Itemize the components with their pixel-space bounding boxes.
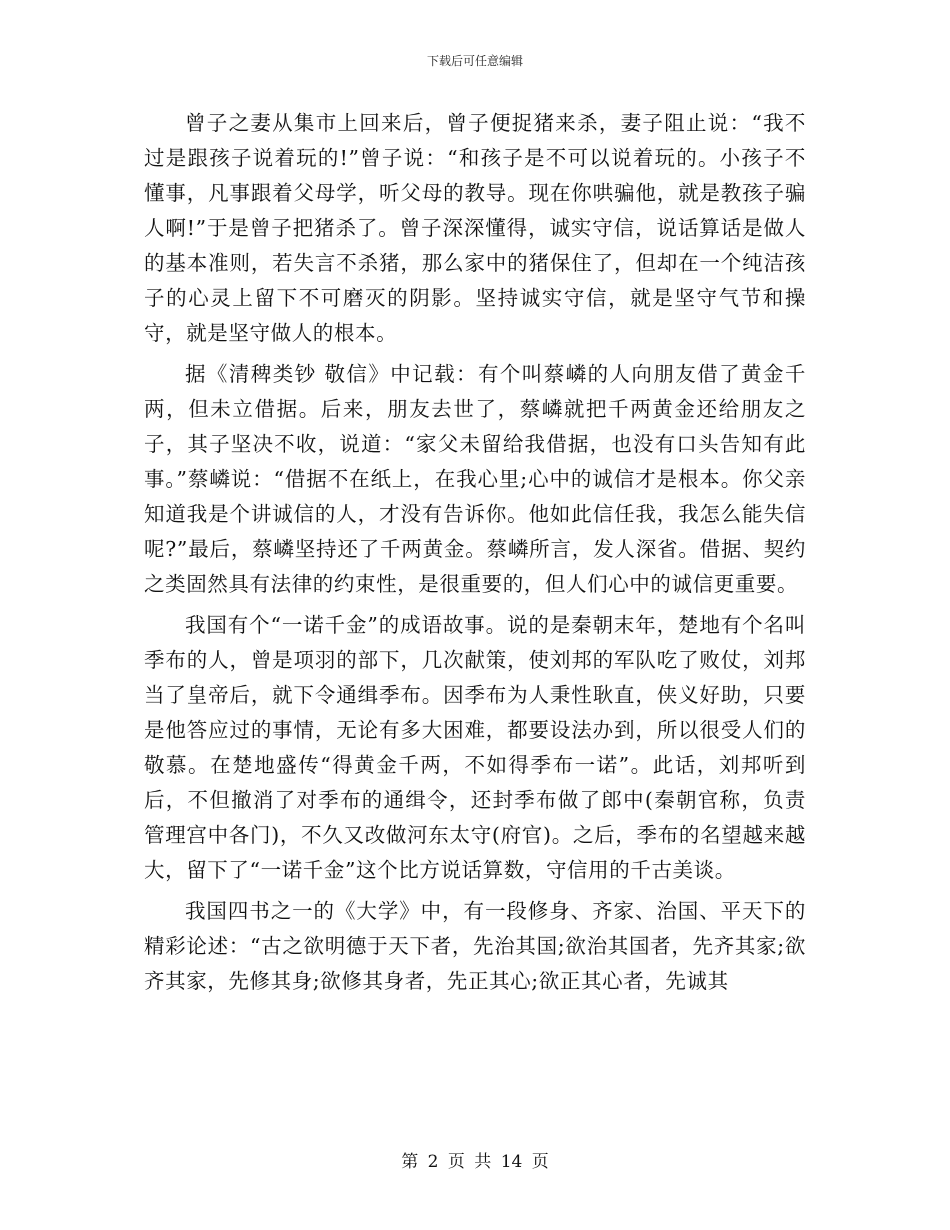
paragraph-zengzi: 曾子之妻从集市上回来后，曾子便捉猪来杀，妻子阻止说：“我不过是跟孩子说着玩的!”曾子说：“和孩子是不可以说着玩的。小孩子不懂事，凡事跟着父母学，听父母的教导。现在你哄骗他，就是教孩子骗人啊!”于是曾子把猪杀了。曾子深深懂得，诚实守信，说话算话是做人的基本准则，若失言不杀猪，那么家中的猪保住了，但却在一个纯洁孩子的心灵上留下不可磨灭的阴影。坚持诚实守信，就是坚守气节和操守，就是坚守做人的根本。 [144,111,806,345]
paragraph-jibu: 我国有个“一诺千金”的成语故事。说的是秦朝末年，楚地有个名叫季布的人，曾是项羽的部下，几次献策，使刘邦的军队吃了败仗，刘邦当了皇帝后，就下令通缉季布。因季布为人秉性耿直，侠义好助，只要是他答应过的事情，无论有多大困难，都要设法办到，所以很受人们的敬慕。在楚地盛传“得黄金千两，不如得季布一诺”。此话，刘邦听到后，不但撤消了对季布的通缉令，还封季布做了郎中(秦朝官称，负责管理宫中各门)，不久又改做河东太守(府官)。之后，季布的名望越来越大，留下了“一诺千金”这个比方说话算数，守信用的千古美谈。 [144,613,806,882]
paragraph-cailin: 据《清稗类钞 敬信》中记载：有个叫蔡嶙的人向朋友借了黄金千两，但未立借据。后来，朋友去世了，蔡嶙就把千两黄金还给朋友之子，其子坚决不收，说道：“家父未留给我借据，也没有口头告知有此事。”蔡嶙说：“借据不在纸上，在我心里;心中的诚信才是根本。你父亲知道我是个讲诚信的人，才没有告诉你。他如此信任我，我怎么能失信呢?”最后，蔡嶙坚持还了千两黄金。蔡嶙所言，发人深省。借据、契约之类固然具有法律的约束性，是很重要的，但人们心中的诚信更重要。 [144,362,806,596]
page-header: 下载后可任意编辑 [426,54,523,68]
paragraph-daxue: 我国四书之一的《大学》中，有一段修身、齐家、治国、平天下的精彩论述：“古之欲明德于天下者，先治其国;欲治其国者，先齐其家;欲齐其家，先修其身;欲修其身者，先正其心;欲正其心者，先诚其 [144,899,806,993]
page-footer: 第 2 页 共 14 页 [401,1152,549,1172]
body-text [144,106,806,999]
